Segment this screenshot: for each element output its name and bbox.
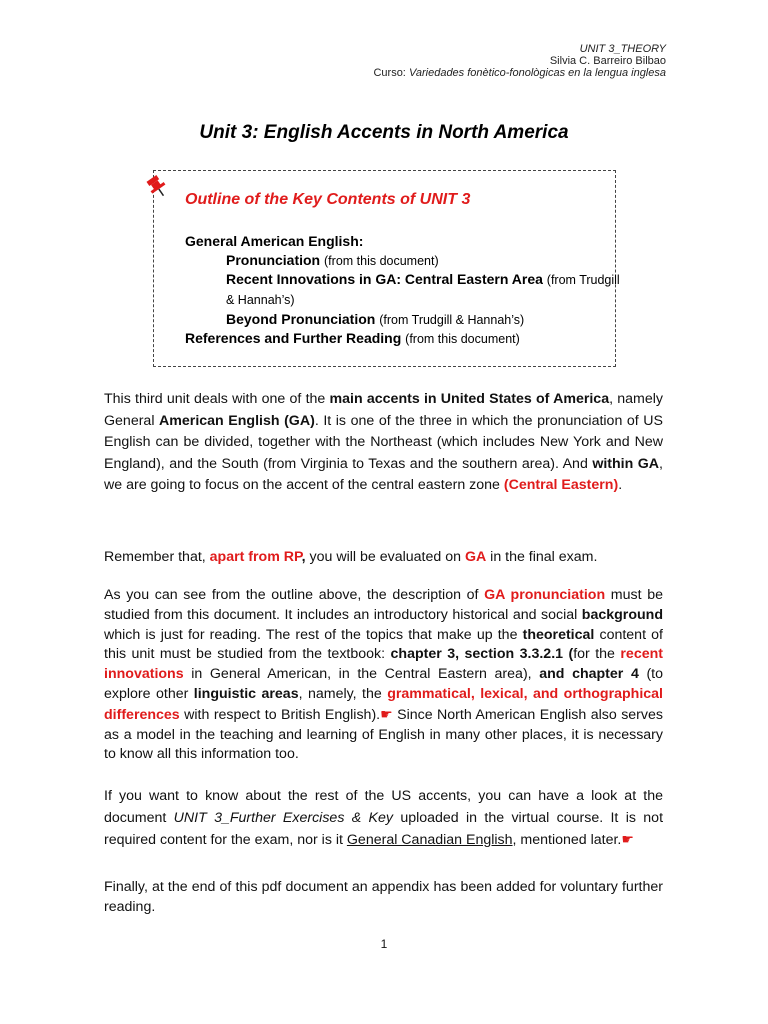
- outline-heading: Outline of the Key Contents of UNIT 3: [185, 191, 471, 208]
- pointing-hand-icon: ☛: [380, 705, 393, 722]
- header-author: Silvia C. Barreiro Bilbao: [549, 55, 666, 67]
- paragraph-remember: Remember that, apart from RP, you will be evaluated on GA in the final exam.: [104, 549, 598, 565]
- outline-item-innovations-note: & Hannah’s): [226, 293, 295, 307]
- outline-item-references: References and Further Reading (from this document): [185, 330, 520, 346]
- paragraph-appendix: Finally, at the end of this pdf document an appendix has been added for voluntary further reading.: [104, 879, 663, 915]
- header-unit: UNIT 3_THEORY: [579, 43, 666, 55]
- page-number: 1: [380, 937, 388, 951]
- outline-item-ga: General American English:: [185, 233, 364, 249]
- pushpin-icon: [141, 171, 171, 199]
- outline-item-pronunciation: Pronunciation (from this document): [226, 252, 439, 268]
- outline-item-innovations: Recent Innovations in GA: Central Eastern Area (from Trudgill: [226, 271, 620, 287]
- page-title: Unit 3: English Accents in North America: [199, 122, 569, 143]
- paragraph-further-exercises: If you want to know about the rest of the US accents, you can have a look at the document UNIT 3_Further Exercises & Key uploaded in the virtual course. It is not required content for the exam, nor is it General Canadian English, mentioned later.☛: [104, 788, 664, 848]
- header-course-prefix: Curso:: [373, 67, 406, 79]
- header-course: [373, 67, 666, 79]
- outline-item-beyond: Beyond Pronunciation (from Trudgill & Hannah’s): [226, 311, 525, 327]
- paragraph-intro: This third unit deals with one of the main accents in United States of America, namely General American English (GA). It is one of the three in which the pronunciation of US English can be divided, together with the Northeast (which includes New York and New England), and the South (from Virginia to Texas and the southern area). And within GA, we are going to focus on the accent of the central eastern zone (Central Eastern).: [104, 391, 664, 493]
- paragraph-outline-description: As you can see from the outline above, the description of GA pronunciation must be studied from this document. It includes an introductory historical and social background which is just for reading. The rest of the topics that make up the theoretical content of this unit must be studied from the textbook: chapter 3, section 3.3.2.1 (for the recent innovations in General American, in the Central Eastern area), and chapter 4 (to explore other linguistic areas, namely, the grammatical, lexical, and orthographical differences with respect to British English).☛ Since North American English also serves as a model in the teaching and learning of English in many other places, it is necessary to know all this information too.: [104, 587, 664, 763]
- pointing-hand-icon: ☛: [621, 831, 634, 847]
- header-course-name: Variedades fonètico-fonològicas en la lengua inglesa: [408, 67, 666, 79]
